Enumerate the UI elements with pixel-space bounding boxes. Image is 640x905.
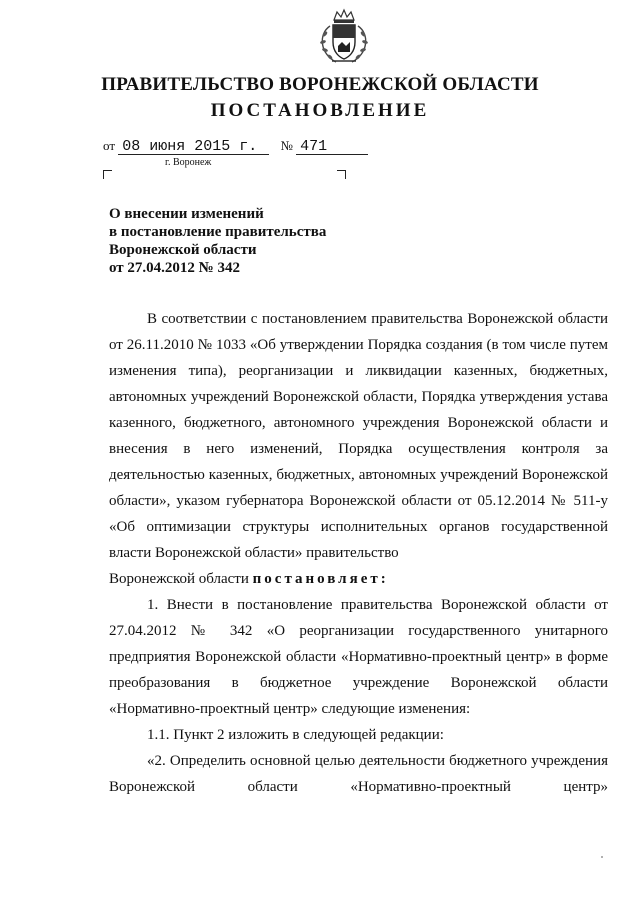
preamble-text: В соответствии с постановлением правительства Воронежской области от 26.11.2010 № 1033 «Об утверждении Порядка создания (в том числе путем изменения типа), реорганизации и ликвидации казенных, бюджетных, автономных учреждений Воронежской области, Порядка утверждения устава казенного, бюджетного, автономного учреждения Воронежской области и внесения в него изменений, Порядка осуществления контроля за деятельностью казенных, бюджетных, автономных учреждений Воронежской области», указом губернатора Воронежской области от 05.12.2014 № 511-у «Об оптимизации структуры исполнительных органов государственной власти Воронежской области» правительство [109, 311, 608, 561]
decree-line [109, 566, 608, 592]
subject-line: в постановление правительства [109, 224, 327, 240]
date-label: от [103, 138, 116, 153]
document-meta-line [103, 138, 368, 155]
subject-line: О внесении изменений [109, 206, 264, 222]
coat-of-arms-icon [312, 8, 376, 66]
document-type-title: ПОСТАНОВЛЕНИЕ [210, 100, 430, 121]
subject-line: Воронежской области [109, 242, 257, 258]
scan-speck [601, 856, 603, 858]
document-city: г. Воронеж [165, 157, 212, 168]
document-date: 08 июня 2015 г. [118, 139, 269, 155]
corner-mark-left [103, 170, 112, 179]
preamble-paragraph [109, 306, 608, 566]
document-subject [109, 205, 409, 277]
document-body [109, 306, 608, 800]
item-1-1-paragraph: 1.1. Пункт 2 изложить в следующей редакции: [147, 727, 444, 743]
government-title: ПРАВИТЕЛЬСТВО ВОРОНЕЖСКОЙ ОБЛАСТИ [101, 74, 539, 95]
decree-word: постановляет: [252, 571, 389, 587]
document-number: 471 [296, 139, 368, 155]
number-label: № [280, 138, 293, 153]
preamble-tail: Воронежской области [109, 571, 249, 587]
item-1-paragraph: 1. Внести в постановление правительства Воронежской области от 27.04.2012 № 342 «О реорганизации государственного унитарного предприятия Воронежской области «Нормативно-проектный центр» в форме преобразования в бюджетное учреждение Воронежской области «Нормативно-проектный центр» следующие изменения: [109, 597, 608, 717]
item-2-paragraph: «2. Определить основной целью деятельности бюджетного учреждения Воронежской области «Нормативно-проектный центр» [109, 753, 608, 795]
subject-line: от 27.04.2012 № 342 [109, 260, 240, 276]
corner-mark-right [337, 170, 346, 179]
